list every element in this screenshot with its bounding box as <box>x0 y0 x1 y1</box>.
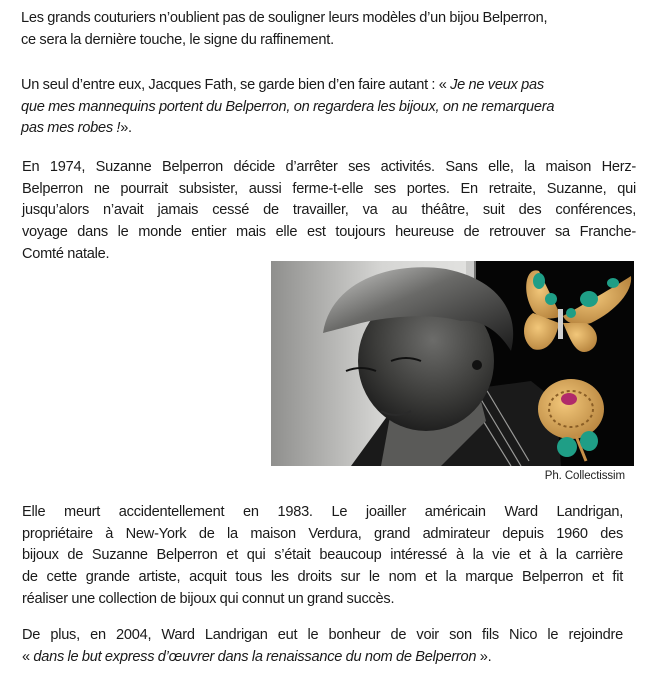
text-line <box>22 647 623 669</box>
paragraph-nico <box>22 625 623 668</box>
quote-open: « <box>22 648 34 665</box>
quote-text: pas mes robes ! <box>21 120 121 137</box>
text-line: de cette grande artiste, acquit tous les droits sur le nom et la marque Belperron et fit <box>22 569 623 586</box>
paragraph-couturiers <box>21 8 651 51</box>
text-line: Belperron ne pourrait subsister, aussi ferme-t-elle ses portes. En retraite, Suzanne, qui <box>22 180 636 197</box>
photo-collage <box>271 261 634 466</box>
text-line: Elle meurt accidentellement en 1983. Le joailler américain Ward Landrigan, <box>22 504 623 520</box>
paragraph-landrigan <box>22 502 623 611</box>
quote-text: Je ne veux pas <box>450 77 544 93</box>
photo-image <box>271 261 634 466</box>
text-line: propriétaire à New-York de la maison Verdura, grand admirateur depuis 1960 des <box>22 525 623 542</box>
text-line <box>21 97 651 119</box>
text-line: En 1974, Suzanne Belperron décide d’arrêter ses activités. Sans elle, la maison Herz- <box>22 159 636 175</box>
text-line: Les grands couturiers n’oublient pas de souligner leurs modèles d’un bijou Belperron, <box>21 10 548 26</box>
photo-caption: Ph. Collectissim <box>544 470 625 482</box>
text-line: De plus, en 2004, Ward Landrigan eut le bonheur de voir son fils Nico le rejoindre <box>22 627 623 643</box>
text-line: jusqu’alors n’avait jamais cessé de travailler, va au théâtre, suit des conférences, <box>22 202 636 219</box>
quote-close: ». <box>476 648 492 665</box>
text-line: voyage dans le monde entier mais elle est toujours heureuse de retrouver sa Franche- <box>22 224 636 241</box>
quote-close: ». <box>120 120 132 137</box>
text-line: réaliser une collection de bijoux qui connut un grand succès. <box>22 590 395 607</box>
quote-text: dans le but express d’œuvrer dans la renaissance du nom de Belperron <box>33 648 477 665</box>
quote-text: que mes mannequins portent du Belperron, on regardera les bijoux, on ne remarquera <box>21 98 555 115</box>
text-line <box>21 75 651 97</box>
paragraph-jacques-fath <box>21 75 651 140</box>
text-line: bijoux de Suzanne Belperron et qui s’était beaucoup intéressé à la vie et à la carrière <box>22 547 623 564</box>
text-line <box>21 118 651 140</box>
paragraph-retirement <box>22 157 636 266</box>
text-line: Comté natale. <box>22 245 110 262</box>
text-line: ce sera la dernière touche, le signe du raffinement. <box>21 31 334 48</box>
intro-text: Un seul d’entre eux, Jacques Fath, se garde bien d’en faire autant : « <box>21 77 451 93</box>
